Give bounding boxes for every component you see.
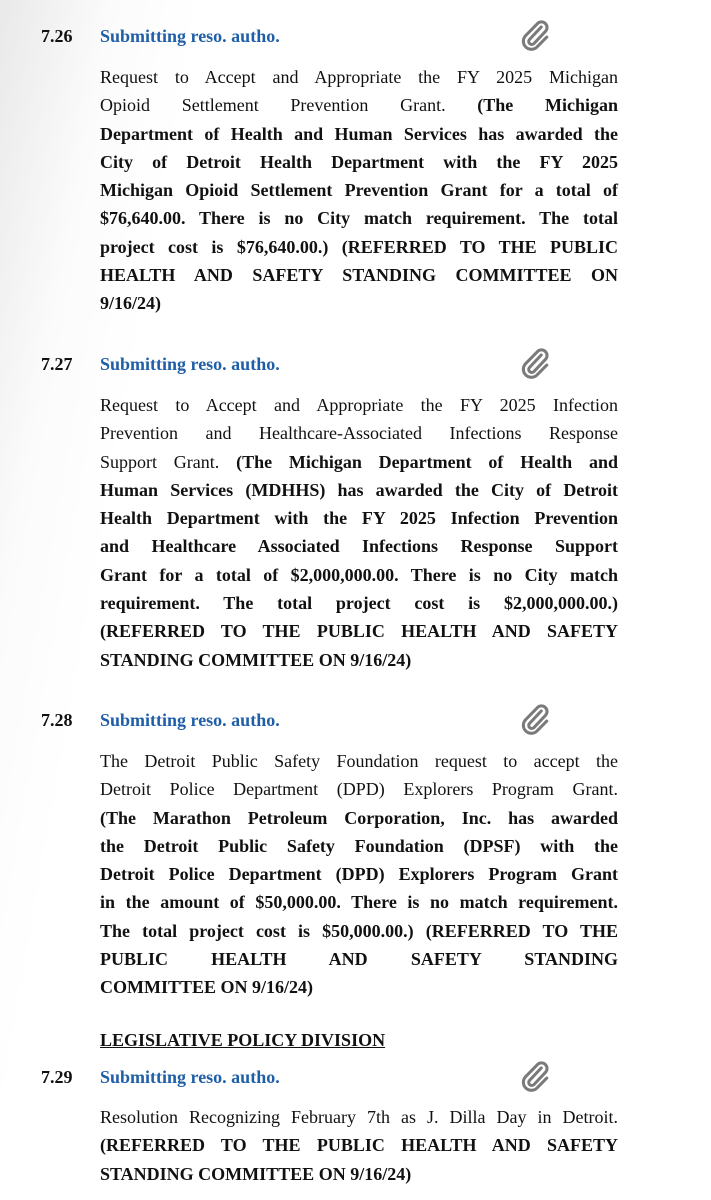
text-line — [100, 532, 618, 560]
item-heading-link[interactable]: Submitting reso. autho. — [100, 1067, 280, 1087]
item-number: 7.26 — [41, 26, 73, 46]
bold-text: requirement. The total project cost is $2,000,000.00.) — [100, 593, 618, 614]
bold-text: STANDING COMMITTEE ON 9/16/24) — [100, 1163, 412, 1184]
bold-text: The total project cost is $50,000.00.) (REFERRED TO THE — [100, 920, 618, 941]
text-line — [100, 860, 618, 888]
item-number: 7.28 — [41, 710, 73, 730]
bold-text: Michigan Opioid Settlement Prevention Grant for a total of — [100, 180, 618, 201]
text-line — [100, 561, 618, 589]
text-line — [100, 448, 618, 476]
text-line — [100, 148, 618, 176]
bold-text: STANDING COMMITTEE ON 9/16/24) — [100, 649, 412, 670]
text: The Detroit Public Safety Foundation request to accept the — [100, 751, 618, 771]
text-line — [100, 832, 618, 860]
text-line — [100, 504, 618, 532]
text-line — [100, 973, 618, 1001]
text-line — [100, 476, 618, 504]
bold-text: (The Michigan — [477, 95, 618, 116]
text-line — [100, 804, 618, 832]
text-line — [100, 176, 618, 204]
bold-text: Health Department with the FY 2025 Infection Prevention — [100, 508, 618, 529]
text-line — [100, 589, 618, 617]
bold-text: City of Detroit Health Department with the FY 2025 — [100, 151, 618, 172]
item-description — [100, 747, 618, 1002]
bold-text: and Healthcare Associated Infections Response Support — [100, 536, 618, 557]
text-line — [100, 747, 618, 775]
text-line — [100, 91, 618, 119]
text-line — [100, 391, 618, 419]
bold-text: Detroit Police Department (DPD) Explorers Program Grant — [100, 864, 618, 885]
bold-text: (The Marathon Petroleum Corporation, Inc. has awarded — [100, 807, 618, 828]
text-line — [100, 419, 618, 447]
text-line — [100, 1131, 618, 1159]
bold-text: COMMITTEE ON 9/16/24) — [100, 977, 314, 998]
text: Prevention and Healthcare-Associated Infections Response — [100, 423, 618, 444]
text-line — [100, 617, 618, 645]
text-line — [100, 1103, 618, 1131]
item-description — [100, 1103, 618, 1188]
bold-text: $76,640.00. There is no City match requirement. The total — [100, 208, 618, 229]
text-line — [100, 204, 618, 232]
bold-text: Department of Health and Human Services has awarded the — [100, 123, 618, 144]
bold-text: Human Services (MDHHS) has awarded the City of Detroit — [100, 479, 618, 500]
text: Detroit Police Department (DPD) Explorers Program Grant. — [100, 779, 618, 800]
section-heading: LEGISLATIVE POLICY DIVISION — [100, 1030, 386, 1050]
text-line — [100, 888, 618, 916]
item-number: 7.27 — [41, 354, 73, 374]
bold-text: project cost is $76,640.00.) (REFERRED TO THE PUBLIC — [100, 236, 618, 257]
bold-text: PUBLIC HEALTH AND SAFETY STANDING — [100, 949, 618, 970]
text: Request to Accept and Appropriate the FY 2025 Michigan — [100, 67, 618, 87]
text-line — [100, 261, 618, 289]
paperclip-icon[interactable] — [518, 18, 552, 54]
item-heading-link[interactable]: Submitting reso. autho. — [100, 710, 280, 730]
bold-text: in the amount of $50,000.00. There is no match requirement. — [100, 892, 618, 913]
bold-text: Grant for a total of $2,000,000.00. There is no City match — [100, 564, 618, 585]
text-line — [100, 945, 618, 973]
text: Opioid Settlement Prevention Grant. — [100, 95, 478, 116]
text-line — [100, 120, 618, 148]
bold-text: HEALTH AND SAFETY STANDING COMMITTEE ON — [100, 265, 618, 286]
text-line — [100, 233, 618, 261]
item-heading-link[interactable]: Submitting reso. autho. — [100, 354, 280, 374]
item-number: 7.29 — [41, 1067, 73, 1087]
text-line — [100, 646, 618, 674]
paperclip-icon[interactable] — [518, 1059, 552, 1095]
text-line — [100, 917, 618, 945]
bold-text: (The Michigan Department of Health and — [236, 451, 619, 472]
item-description — [100, 391, 618, 674]
paperclip-icon[interactable] — [518, 346, 552, 382]
text: Support Grant. — [100, 451, 237, 472]
bold-text: 9/16/24) — [100, 293, 161, 314]
text-line — [100, 289, 618, 317]
text: Resolution Recognizing February 7th as J. Dilla Day in Detroit. — [100, 1107, 618, 1127]
text: Request to Accept and Appropriate the FY 2025 Infection — [100, 395, 618, 415]
item-description — [100, 63, 618, 318]
text-line — [100, 775, 618, 803]
bold-text: the Detroit Public Safety Foundation (DPSF) with the — [100, 835, 618, 856]
paperclip-icon[interactable] — [518, 702, 552, 738]
text-line — [100, 1160, 618, 1188]
item-heading-link[interactable]: Submitting reso. autho. — [100, 26, 280, 46]
text-line — [100, 63, 618, 91]
bold-text: (REFERRED TO THE PUBLIC HEALTH AND SAFETY — [100, 1135, 618, 1156]
bold-text: (REFERRED TO THE PUBLIC HEALTH AND SAFETY — [100, 621, 618, 642]
